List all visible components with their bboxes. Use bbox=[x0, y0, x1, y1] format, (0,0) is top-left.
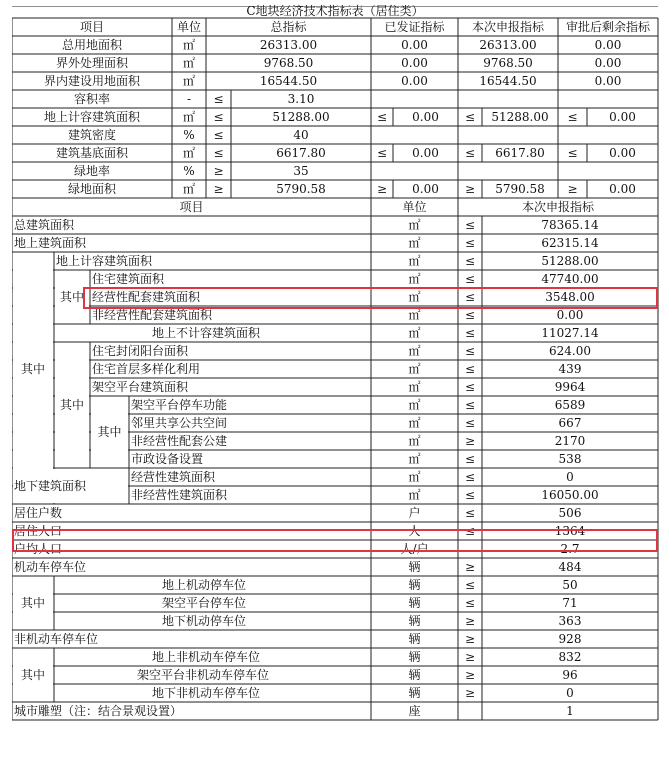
row-label: 住宅封闭阳台面积 bbox=[92, 344, 189, 358]
row-label: 地上建筑面积 bbox=[14, 236, 87, 250]
top-row-item: 绿地面积 bbox=[67, 182, 116, 196]
group-label-inner: 其中 bbox=[97, 425, 122, 439]
row-value: 96 bbox=[562, 668, 578, 682]
top-row-total: 35 bbox=[293, 164, 309, 178]
row-unit: ㎡ bbox=[408, 416, 421, 430]
row-unit: 辆 bbox=[408, 560, 421, 574]
row-value: 11027.14 bbox=[541, 326, 599, 340]
top-row-item: 地上计容建筑面积 bbox=[43, 110, 140, 124]
top-row-unit: ㎡ bbox=[182, 74, 195, 88]
row-label: 地下非机动车停车位 bbox=[152, 686, 261, 700]
top-row-total: 40 bbox=[293, 128, 309, 142]
row-unit: 座 bbox=[408, 704, 421, 718]
row-symbol: ≤ bbox=[464, 488, 476, 502]
row-value: 538 bbox=[558, 452, 582, 466]
row-symbol: ≥ bbox=[464, 686, 476, 700]
top-row-current: 5790.58 bbox=[495, 182, 545, 196]
row-unit: ㎡ bbox=[408, 254, 421, 268]
top-row-symbol: ≤ bbox=[376, 110, 388, 124]
row-symbol: ≤ bbox=[464, 596, 476, 610]
row-label: 总建筑面积 bbox=[14, 218, 75, 232]
row-label: 非经营性配套建筑面积 bbox=[92, 308, 213, 322]
row-value: 484 bbox=[558, 560, 582, 574]
row-unit: ㎡ bbox=[408, 398, 421, 412]
row-label: 居住户数 bbox=[14, 506, 63, 520]
top-row-issued: 0.00 bbox=[401, 56, 428, 70]
top-row-unit: % bbox=[183, 164, 195, 178]
row-value: 16050.00 bbox=[541, 488, 599, 502]
row-label: 住宅首层多样化利用 bbox=[92, 362, 201, 376]
group-label-inner: 其中 bbox=[59, 398, 84, 412]
top-row-item: 建筑密度 bbox=[67, 128, 116, 142]
top-row-total: 3.10 bbox=[287, 92, 315, 106]
top-header: 已发证指标 bbox=[384, 20, 445, 34]
top-row-total: 16544.50 bbox=[259, 74, 318, 88]
row-unit: ㎡ bbox=[408, 362, 421, 376]
row-symbol: ≤ bbox=[464, 218, 476, 232]
top-header: 本次申报指标 bbox=[471, 20, 544, 34]
row-label: 地上机动停车位 bbox=[162, 578, 247, 592]
row-value: 51288.00 bbox=[541, 254, 599, 268]
row-label: 市政设备设置 bbox=[131, 452, 204, 466]
row-label: 地上非机动车停车位 bbox=[152, 650, 261, 664]
row-symbol: ≤ bbox=[464, 290, 476, 304]
row-unit: 辆 bbox=[408, 578, 421, 592]
row-value: 1 bbox=[566, 704, 574, 718]
row-symbol: ≥ bbox=[464, 614, 476, 628]
table-title: C地块经济技术指标表（居住类） bbox=[246, 4, 424, 18]
row-unit: ㎡ bbox=[408, 452, 421, 466]
row-symbol: ≥ bbox=[464, 632, 476, 646]
row-unit: ㎡ bbox=[408, 434, 421, 448]
row-unit: 辆 bbox=[408, 686, 421, 700]
top-row-current: 26313.00 bbox=[479, 38, 537, 52]
row-value: 506 bbox=[558, 506, 582, 520]
top-row-symbol: ≤ bbox=[567, 110, 578, 124]
row-unit: ㎡ bbox=[408, 308, 421, 322]
row-symbol: ≤ bbox=[464, 272, 476, 286]
top-row-remaining: 0.00 bbox=[594, 74, 622, 88]
indicator-table bbox=[12, 6, 662, 754]
group-label-inner: 其中 bbox=[59, 290, 84, 304]
top-row-unit: ㎡ bbox=[182, 38, 195, 52]
row-value: 62315.14 bbox=[541, 236, 599, 250]
top-header: 项目 bbox=[79, 20, 104, 34]
row-symbol: ≤ bbox=[464, 398, 476, 412]
bottom-header: 本次申报指标 bbox=[521, 200, 594, 214]
row-value: 2170 bbox=[554, 434, 586, 448]
row-unit: ㎡ bbox=[408, 488, 421, 502]
row-symbol: ≤ bbox=[464, 344, 476, 358]
row-label: 机动车停车位 bbox=[14, 560, 87, 574]
top-row-unit: ㎡ bbox=[182, 56, 195, 70]
top-row-total: 6617.80 bbox=[276, 146, 326, 160]
row-symbol: ≤ bbox=[464, 506, 476, 520]
row-symbol: ≤ bbox=[464, 326, 476, 340]
top-row-item: 建筑基底面积 bbox=[55, 146, 128, 160]
top-row-issued: 0.00 bbox=[412, 182, 439, 196]
row-value: 78365.14 bbox=[541, 218, 599, 232]
top-row-remaining: 0.00 bbox=[594, 38, 622, 52]
top-header: 审批后剩余指标 bbox=[565, 20, 650, 34]
top-row-symbol: ≥ bbox=[567, 182, 578, 196]
row-value: 2.7 bbox=[560, 542, 580, 556]
row-value: 0 bbox=[566, 470, 574, 484]
row-symbol: ≤ bbox=[464, 236, 476, 250]
top-row-unit: ㎡ bbox=[182, 146, 195, 160]
row-label: 非经营性配套公建 bbox=[131, 434, 228, 448]
row-unit: ㎡ bbox=[408, 236, 421, 250]
row-label: 居住人口 bbox=[14, 524, 63, 538]
row-unit: 户 bbox=[408, 506, 421, 520]
row-value: 71 bbox=[562, 596, 578, 610]
row-value: 47740.00 bbox=[541, 272, 599, 286]
row-value: 0.00 bbox=[556, 308, 584, 322]
row-unit: 辆 bbox=[408, 632, 421, 646]
top-row-item: 界外处理面积 bbox=[55, 56, 128, 70]
bottom-header: 项目 bbox=[179, 200, 204, 214]
row-symbol: ≥ bbox=[464, 668, 476, 682]
top-row-symbol: ≤ bbox=[464, 110, 476, 124]
row-symbol: ≥ bbox=[464, 650, 476, 664]
top-row-remaining: 0.00 bbox=[594, 56, 622, 70]
row-symbol: ≤ bbox=[464, 470, 476, 484]
row-value: 9964 bbox=[554, 380, 586, 394]
top-row-symbol: ≤ bbox=[213, 146, 224, 160]
top-row-issued: 0.00 bbox=[412, 110, 439, 124]
row-value: 667 bbox=[558, 416, 582, 430]
top-header: 总指标 bbox=[270, 20, 307, 34]
row-symbol: ≤ bbox=[464, 362, 476, 376]
row-symbol: ≤ bbox=[464, 308, 476, 322]
row-value: 439 bbox=[558, 362, 582, 376]
row-value: 832 bbox=[558, 650, 582, 664]
row-unit: ㎡ bbox=[408, 218, 421, 232]
row-label: 户均人口 bbox=[14, 542, 63, 556]
top-row-item: 容积率 bbox=[73, 92, 110, 106]
top-row-symbol: ≤ bbox=[213, 92, 224, 106]
top-row-current: 51288.00 bbox=[491, 110, 549, 124]
top-row-symbol: ≤ bbox=[376, 146, 388, 160]
row-value: 0 bbox=[566, 686, 574, 700]
top-row-unit: ㎡ bbox=[182, 182, 195, 196]
row-value: 1364 bbox=[554, 524, 586, 538]
row-unit: ㎡ bbox=[408, 344, 421, 358]
row-unit: 辆 bbox=[408, 668, 421, 682]
row-value: 50 bbox=[562, 578, 578, 592]
top-row-remaining: 0.00 bbox=[609, 146, 636, 160]
top-row-item: 界内建设用地面积 bbox=[43, 74, 140, 88]
merged-group-outer bbox=[13, 253, 53, 503]
top-row-total: 5790.58 bbox=[276, 182, 326, 196]
row-symbol: ≤ bbox=[464, 452, 476, 466]
top-header: 单位 bbox=[176, 20, 201, 34]
row-symbol: ≤ bbox=[464, 578, 476, 592]
row-unit: 人 bbox=[408, 524, 421, 538]
row-label: 经营性建筑面积 bbox=[131, 470, 216, 484]
top-row-symbol: ≤ bbox=[464, 146, 476, 160]
top-row-symbol: ≤ bbox=[213, 128, 224, 142]
top-row-total: 26313.00 bbox=[259, 38, 318, 52]
row-label: 非经营性建筑面积 bbox=[131, 488, 228, 502]
group-label-bike: 其中 bbox=[20, 668, 45, 682]
top-row-item: 绿地率 bbox=[73, 164, 110, 178]
top-row-symbol: ≥ bbox=[213, 164, 224, 178]
row-unit: ㎡ bbox=[408, 470, 421, 484]
row-label: 非机动车停车位 bbox=[14, 632, 99, 646]
row-symbol: ≤ bbox=[464, 416, 476, 430]
highlight-households bbox=[12, 529, 658, 552]
top-row-symbol: ≥ bbox=[213, 182, 224, 196]
row-symbol: ≥ bbox=[464, 560, 476, 574]
group-label-parking: 其中 bbox=[20, 596, 45, 610]
top-row-current: 6617.80 bbox=[495, 146, 545, 160]
row-label: 架空平台停车位 bbox=[162, 596, 247, 610]
row-symbol: ≥ bbox=[464, 434, 476, 448]
row-label: 地上不计容建筑面积 bbox=[152, 326, 261, 340]
row-symbol: ≤ bbox=[464, 380, 476, 394]
row-unit: ㎡ bbox=[408, 290, 421, 304]
row-value: 6589 bbox=[554, 398, 586, 412]
row-unit: 人/户 bbox=[400, 542, 429, 556]
row-label: 经营性配套建筑面积 bbox=[92, 290, 201, 304]
row-unit: 辆 bbox=[408, 650, 421, 664]
underground-label: 地下建筑面积 bbox=[14, 479, 87, 493]
top-row-unit: - bbox=[186, 92, 192, 106]
top-row-symbol: ≥ bbox=[464, 182, 476, 196]
row-value: 624.00 bbox=[549, 344, 591, 358]
top-row-issued: 0.00 bbox=[412, 146, 439, 160]
group-label-outer: 其中 bbox=[20, 362, 45, 376]
top-row-unit: ㎡ bbox=[182, 110, 195, 124]
top-row-symbol: ≤ bbox=[567, 146, 578, 160]
row-label: 架空平台非机动车停车位 bbox=[137, 668, 270, 682]
row-symbol: ≤ bbox=[464, 254, 476, 268]
bottom-header: 单位 bbox=[402, 200, 427, 214]
row-value: 363 bbox=[558, 614, 582, 628]
row-value: 928 bbox=[558, 632, 582, 646]
row-label: 地上计容建筑面积 bbox=[56, 254, 153, 268]
top-row-issued: 0.00 bbox=[401, 74, 428, 88]
row-label: 住宅建筑面积 bbox=[92, 272, 165, 286]
top-row-total: 9768.50 bbox=[263, 56, 314, 70]
row-unit: ㎡ bbox=[408, 380, 421, 394]
top-row-total: 51288.00 bbox=[272, 110, 330, 124]
top-row-item: 总用地面积 bbox=[61, 38, 122, 52]
row-label: 架空平台停车功能 bbox=[131, 398, 228, 412]
highlight-residential-area bbox=[83, 287, 658, 309]
row-unit: ㎡ bbox=[408, 272, 421, 286]
row-unit: 辆 bbox=[408, 614, 421, 628]
row-unit: ㎡ bbox=[408, 326, 421, 340]
row-label: 城市雕塑（注：结合景观设置） bbox=[14, 704, 183, 718]
row-symbol: ≤ bbox=[464, 524, 476, 538]
top-row-symbol: ≤ bbox=[213, 110, 224, 124]
top-row-issued: 0.00 bbox=[401, 38, 428, 52]
row-value: 3548.00 bbox=[545, 290, 595, 304]
top-row-remaining: 0.00 bbox=[609, 182, 636, 196]
row-unit: 辆 bbox=[408, 596, 421, 610]
top-row-current: 9768.50 bbox=[483, 56, 533, 70]
row-label: 邻里共享公共空间 bbox=[131, 416, 228, 430]
top-row-symbol: ≥ bbox=[376, 182, 388, 196]
row-label: 地下机动停车位 bbox=[162, 614, 247, 628]
row-label: 架空平台建筑面积 bbox=[92, 380, 189, 394]
top-row-remaining: 0.00 bbox=[609, 110, 636, 124]
top-row-current: 16544.50 bbox=[479, 74, 537, 88]
top-row-unit: % bbox=[183, 128, 195, 142]
